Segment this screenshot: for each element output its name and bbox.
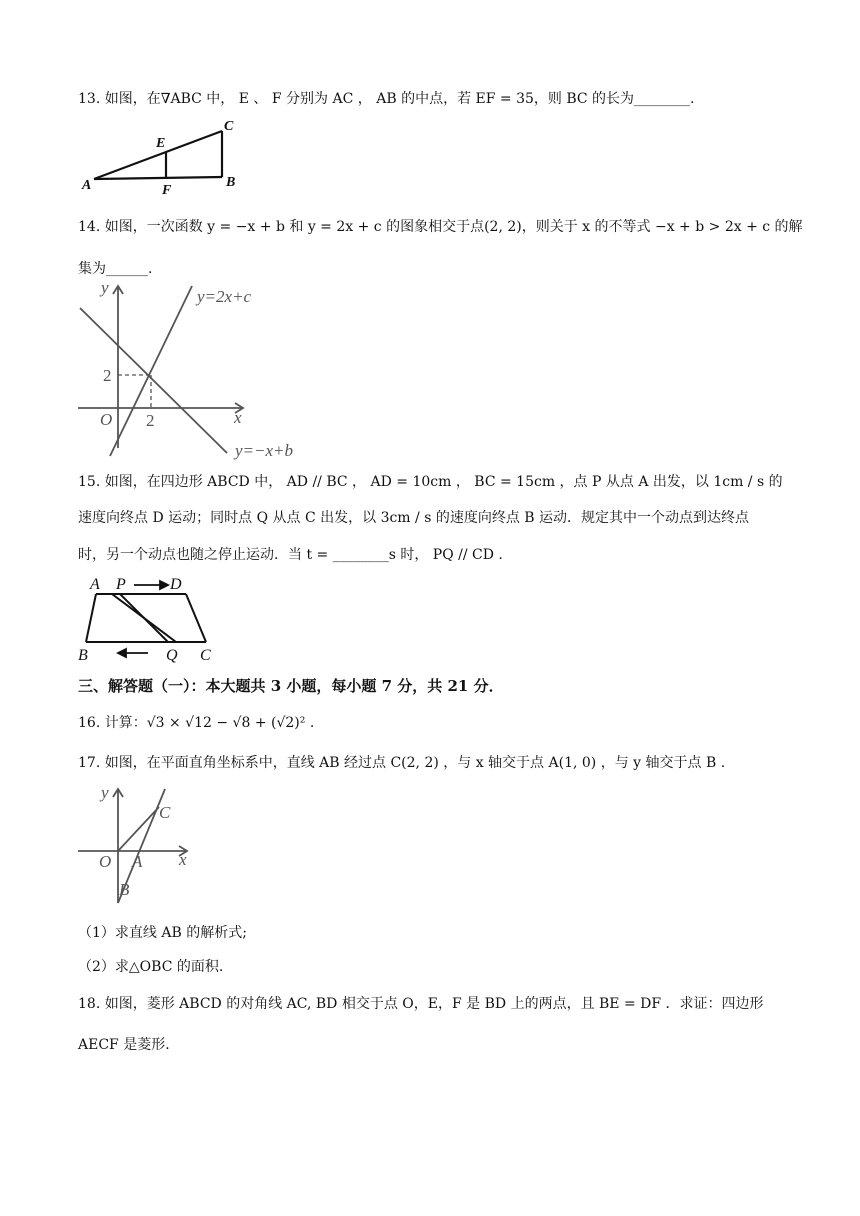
label-o: O <box>99 852 112 871</box>
q13-triangle-figure <box>80 115 250 198</box>
origin-label: O <box>100 410 113 429</box>
line-y-2x-c <box>110 286 192 456</box>
segment-ab <box>94 177 222 179</box>
label-y-neg-x-b: y=−x+b <box>235 441 294 460</box>
q17-sub-question-2: （2）求△OBC 的面积. <box>78 959 224 975</box>
q17-graph-figure <box>75 785 205 910</box>
q15-text-line3: 时，另一个动点也随之停止运动．当 t = ________s 时， PQ // CD . <box>78 547 503 563</box>
q16-text: 16. 计算：√3 × √12 − √8 + (√2)² . <box>78 715 315 731</box>
label-f: F <box>162 183 172 198</box>
y-axis-label: y <box>101 783 109 802</box>
segment-oc <box>118 807 159 851</box>
q17-sub-question-1: （1）求直线 AB 的解析式; <box>78 925 247 941</box>
label-a: A <box>132 852 143 871</box>
x-tick-2: 2 <box>146 411 155 430</box>
label-y-2x-c: y=2x+c <box>197 287 252 306</box>
q14-graph-figure <box>75 278 335 458</box>
x-axis-label: x <box>179 850 187 869</box>
q15-text-line1: 15. 如图，在四边形 ABCD 中， AD // BC ， AD = 10cm ， BC = 15cm ，点 P 从点 A 出发，以 1cm / s 的 <box>78 474 783 490</box>
y-tick-2: 2 <box>103 366 112 385</box>
q14-text-line1: 14. 如图，一次函数 y = −x + b 和 y = 2x + c 的图象相交于点(2, 2)，则关于 x 的不等式 −x + b > 2x + c 的解 <box>78 219 803 235</box>
q17-text: 17. 如图，在平面直角坐标系中，直线 AB 经过点 C(2, 2) ，与 x 轴交于点 A(1, 0) ，与 y 轴交于点 B . <box>78 755 726 771</box>
label-c: C <box>224 119 234 134</box>
q13-text: 13. 如图，在∇ABC 中， E 、 F 分别为 AC ， AB 的中点，若 EF = 35，则 BC 的长为________. <box>78 91 695 107</box>
label-e: E <box>156 136 166 151</box>
y-axis-label: y <box>101 278 109 297</box>
label-c: C <box>200 647 211 664</box>
label-q: Q <box>166 647 178 664</box>
q18-text-line1: 18. 如图，菱形 ABCD 的对角线 AC, BD 相交于点 O，E，F 是 BD 上的两点，且 BE = DF ．求证：四边形 <box>78 996 764 1012</box>
q15-text-line2: 速度向终点 D 运动；同时点 Q 从点 C 出发，以 3cm / s 的速度向终点 B 运动．规定其中一个动点到达终点 <box>78 510 750 526</box>
segment-aq-diagonal <box>112 594 176 642</box>
label-a: A <box>90 576 100 593</box>
label-b: B <box>226 175 236 190</box>
segment-cd <box>186 594 206 642</box>
label-d: D <box>170 576 182 593</box>
label-p: P <box>116 576 126 593</box>
q15-quadrilateral-figure <box>78 574 228 664</box>
q18-text-line2: AECF 是菱形. <box>78 1037 170 1053</box>
label-b: B <box>119 880 130 899</box>
label-a: A <box>82 178 92 193</box>
label-b: B <box>78 647 88 664</box>
q14-text-line2: 集为______. <box>78 261 153 277</box>
x-axis-label: x <box>234 408 242 427</box>
segment-ab <box>86 594 96 642</box>
section-3-title: 三、解答题（一）：本大题共 3 小题，每小题 7 分，共 21 分． <box>78 677 504 695</box>
label-c: C <box>159 803 171 822</box>
